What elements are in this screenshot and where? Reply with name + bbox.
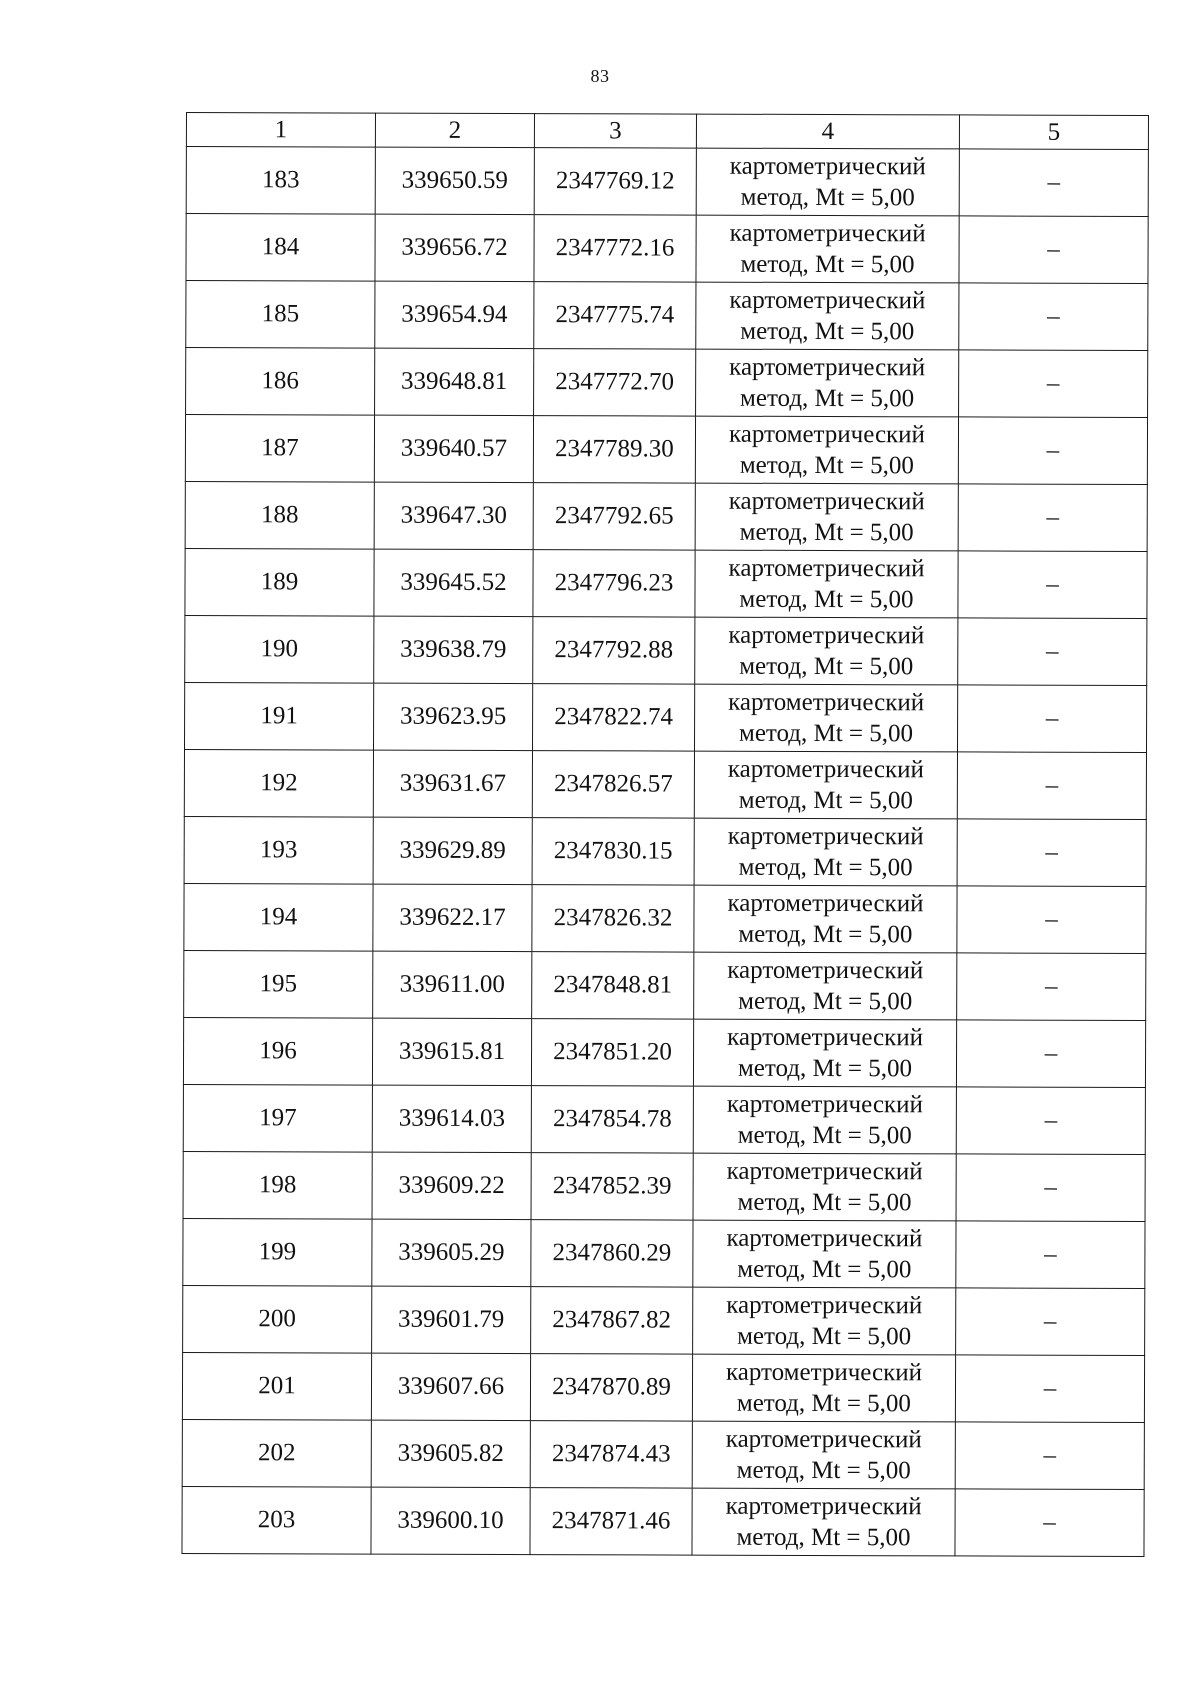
method-cell: [695, 483, 958, 551]
method-name-line: картометрический: [728, 688, 925, 717]
y-coordinate-cell: 2347775.74: [534, 282, 696, 350]
x-coordinate-cell: 339605.82: [371, 1420, 530, 1487]
note-dash: –: [1043, 1374, 1057, 1402]
method-accuracy-line: метод, Mt = 5,00: [739, 451, 914, 480]
method-accuracy-line: метод, Mt = 5,00: [736, 1456, 911, 1485]
method-name-line: картометрический: [726, 1291, 923, 1320]
table-row: [185, 415, 1147, 485]
point-number-cell: 203: [182, 1486, 371, 1554]
method-accuracy-line: метод, Mt = 5,00: [736, 1389, 912, 1418]
table-row: [186, 348, 1148, 418]
x-coordinate-cell: 339609.22: [372, 1152, 531, 1219]
table-row: [183, 1151, 1145, 1221]
method-name-line: картометрический: [725, 1425, 922, 1454]
note-cell: [957, 819, 1146, 887]
x-coordinate-cell: 339650.59: [375, 147, 534, 214]
point-number-cell: 194: [184, 883, 373, 951]
table-row: [184, 816, 1146, 886]
x-coordinate-cell: 339607.66: [371, 1353, 530, 1420]
method-name-line: картометрический: [727, 956, 924, 985]
note-dash: –: [1044, 1173, 1057, 1201]
note-dash: –: [1043, 1441, 1057, 1469]
note-dash: –: [1047, 168, 1061, 196]
note-dash: –: [1045, 905, 1058, 933]
method-accuracy-line: метод, Mt = 5,00: [737, 1255, 912, 1284]
table-row: [186, 281, 1148, 351]
method-accuracy-line: метод, Mt = 5,00: [738, 719, 914, 748]
note-dash: –: [1046, 369, 1060, 397]
point-number-cell: 202: [182, 1419, 371, 1487]
method-accuracy-line: метод, Mt = 5,00: [737, 1188, 912, 1217]
point-number-cell: 199: [183, 1218, 372, 1286]
method-accuracy-line: метод, Mt = 5,00: [740, 183, 915, 212]
method-cell: [694, 885, 957, 953]
point-number-cell: 193: [184, 816, 373, 884]
x-coordinate-cell: 339614.03: [372, 1085, 531, 1152]
note-dash: –: [1045, 704, 1059, 732]
column-header-1: 1: [186, 113, 375, 148]
method-accuracy-line: метод, Mt = 5,00: [736, 1523, 911, 1552]
y-coordinate-cell: 2347826.57: [532, 751, 694, 819]
y-coordinate-cell: 2347860.29: [531, 1220, 693, 1288]
table-header-row: [186, 113, 1148, 150]
note-cell: [958, 417, 1147, 485]
method-cell: [694, 952, 957, 1020]
point-number-cell: 201: [182, 1352, 371, 1420]
method-name-line: картометрический: [728, 487, 925, 516]
column-header-5: 5: [959, 115, 1148, 150]
x-coordinate-cell: 339656.72: [375, 214, 534, 281]
x-coordinate-cell: 339601.79: [372, 1286, 531, 1353]
note-cell: [956, 1221, 1145, 1289]
y-coordinate-cell: 2347826.32: [532, 885, 694, 953]
x-coordinate-cell: 339629.89: [373, 817, 532, 884]
method-name-line: картометрический: [728, 420, 926, 449]
method-accuracy-line: метод, Mt = 5,00: [737, 1322, 912, 1351]
method-cell: [693, 1220, 956, 1288]
method-cell: [692, 1354, 955, 1422]
note-dash: –: [1047, 302, 1060, 330]
point-number-cell: 186: [186, 348, 375, 416]
note-cell: [959, 283, 1148, 351]
x-coordinate-cell: 339622.17: [373, 884, 532, 951]
point-number-cell: 187: [185, 415, 374, 483]
coordinates-table: [181, 112, 1149, 1557]
point-number-cell: 184: [186, 214, 375, 282]
method-name-line: картометрический: [729, 219, 926, 248]
x-coordinate-cell: 339638.79: [374, 616, 533, 683]
note-cell: [959, 216, 1148, 284]
table-row: [186, 147, 1148, 217]
method-cell: [692, 1488, 955, 1556]
method-name-line: картометрический: [726, 1090, 923, 1119]
table-row: [183, 1285, 1145, 1355]
method-accuracy-line: метод, Mt = 5,00: [739, 518, 914, 547]
method-name-line: картометрический: [729, 353, 926, 382]
table-row: [182, 1486, 1144, 1556]
note-dash: –: [1044, 1240, 1057, 1268]
method-cell: [693, 1086, 956, 1154]
y-coordinate-cell: 2347867.82: [531, 1287, 693, 1355]
method-name-line: картометрический: [726, 1157, 923, 1186]
note-dash: –: [1046, 637, 1059, 665]
point-number-cell: 185: [186, 281, 375, 349]
note-cell: [956, 1087, 1145, 1155]
y-coordinate-cell: 2347852.39: [531, 1153, 693, 1221]
table-row: [183, 1218, 1145, 1288]
y-coordinate-cell: 2347796.23: [533, 550, 695, 618]
method-name-line: картометрический: [727, 889, 924, 918]
x-coordinate-cell: 339648.81: [375, 348, 534, 415]
note-dash: –: [1044, 1106, 1058, 1134]
note-dash: –: [1045, 838, 1058, 866]
y-coordinate-cell: 2347854.78: [531, 1086, 693, 1154]
method-cell: [693, 1153, 956, 1221]
table-row: [186, 214, 1148, 284]
y-coordinate-cell: 2347789.30: [533, 416, 695, 484]
note-dash: –: [1046, 436, 1060, 464]
x-coordinate-cell: 339654.94: [375, 281, 534, 348]
note-dash: –: [1043, 1508, 1056, 1536]
method-accuracy-line: метод, Mt = 5,00: [738, 920, 913, 949]
note-dash: –: [1044, 972, 1058, 1000]
table-row: [185, 615, 1147, 685]
y-coordinate-cell: 2347772.16: [534, 215, 696, 283]
table-row: [183, 1084, 1145, 1154]
point-number-cell: 195: [184, 950, 373, 1018]
method-cell: [694, 751, 957, 819]
method-accuracy-line: метод, Mt = 5,00: [739, 652, 914, 681]
method-accuracy-line: метод, Mt = 5,00: [737, 1054, 913, 1083]
note-cell: [958, 551, 1147, 619]
table-row: [182, 1419, 1144, 1489]
table-row: [184, 749, 1146, 819]
x-coordinate-cell: 339645.52: [374, 549, 533, 616]
method-cell: [695, 617, 958, 685]
x-coordinate-cell: 339611.00: [373, 951, 532, 1018]
table-row: [184, 883, 1146, 953]
table-body: [182, 147, 1148, 1557]
x-coordinate-cell: 339647.30: [374, 482, 533, 549]
note-cell: [958, 618, 1147, 686]
note-cell: [955, 1422, 1144, 1490]
x-coordinate-cell: 339605.29: [372, 1219, 531, 1286]
note-cell: [955, 1489, 1144, 1557]
method-accuracy-line: метод, Mt = 5,00: [740, 317, 915, 346]
method-cell: [696, 215, 959, 283]
note-cell: [957, 752, 1146, 820]
note-cell: [957, 953, 1146, 1021]
method-name-line: картометрический: [729, 152, 926, 181]
method-accuracy-line: метод, Mt = 5,00: [739, 585, 914, 614]
method-cell: [694, 818, 957, 886]
method-name-line: картометрический: [727, 822, 924, 851]
y-coordinate-cell: 2347874.43: [530, 1421, 692, 1489]
method-name-line: картометрический: [727, 755, 924, 784]
point-number-cell: 192: [184, 749, 373, 817]
page-number: 83: [590, 66, 610, 86]
column-header-2: 2: [375, 113, 534, 147]
note-dash: –: [1047, 235, 1060, 263]
note-cell: [955, 1355, 1144, 1423]
method-accuracy-line: метод, Mt = 5,00: [738, 786, 913, 815]
table-row: [183, 1017, 1145, 1087]
note-cell: [957, 685, 1146, 753]
note-cell: [959, 350, 1148, 418]
method-name-line: картометрический: [728, 621, 925, 650]
x-coordinate-cell: 339615.81: [372, 1018, 531, 1085]
table-row: [185, 548, 1147, 618]
table-row: [182, 1352, 1144, 1422]
point-number-cell: 191: [184, 682, 373, 750]
y-coordinate-cell: 2347822.74: [532, 684, 694, 752]
note-cell: [958, 484, 1147, 552]
method-cell: [693, 1287, 956, 1355]
method-name-line: картометрический: [729, 286, 926, 315]
x-coordinate-cell: 339640.57: [374, 415, 533, 482]
method-name-line: картометрический: [726, 1358, 923, 1387]
point-number-cell: 197: [183, 1084, 372, 1152]
method-accuracy-line: метод, Mt = 5,00: [740, 384, 915, 413]
method-cell: [696, 349, 959, 417]
note-cell: [959, 149, 1148, 217]
y-coordinate-cell: 2347772.70: [534, 349, 696, 417]
table-row: [184, 682, 1146, 752]
y-coordinate-cell: 2347851.20: [531, 1019, 693, 1087]
note-cell: [956, 1020, 1145, 1088]
method-accuracy-line: метод, Mt = 5,00: [740, 250, 915, 279]
method-cell: [693, 1019, 956, 1087]
table-row: [184, 950, 1146, 1020]
method-name-line: картометрический: [728, 554, 925, 583]
y-coordinate-cell: 2347848.81: [532, 952, 694, 1020]
method-cell: [696, 148, 959, 216]
y-coordinate-cell: 2347792.88: [533, 617, 695, 685]
point-number-cell: 188: [185, 481, 374, 549]
note-dash: –: [1045, 771, 1059, 799]
point-number-cell: 196: [183, 1017, 372, 1085]
table-row: [185, 481, 1147, 551]
x-coordinate-cell: 339631.67: [373, 750, 532, 817]
note-dash: –: [1046, 570, 1059, 598]
y-coordinate-cell: 2347792.65: [533, 483, 695, 551]
column-header-4: 4: [696, 114, 959, 149]
point-number-cell: 200: [183, 1285, 372, 1353]
method-cell: [694, 684, 957, 752]
method-cell: [696, 282, 959, 350]
point-number-cell: 198: [183, 1151, 372, 1219]
method-accuracy-line: метод, Mt = 5,00: [738, 987, 913, 1016]
x-coordinate-cell: 339623.95: [373, 683, 532, 750]
note-dash: –: [1044, 1039, 1058, 1067]
note-dash: –: [1046, 503, 1060, 531]
method-cell: [695, 416, 958, 484]
method-name-line: картометрический: [725, 1492, 922, 1521]
note-cell: [957, 886, 1146, 954]
point-number-cell: 190: [185, 615, 374, 683]
method-accuracy-line: метод, Mt = 5,00: [738, 853, 913, 882]
point-number-cell: 189: [185, 548, 374, 616]
y-coordinate-cell: 2347871.46: [530, 1488, 692, 1556]
y-coordinate-cell: 2347769.12: [534, 148, 696, 216]
method-name-line: картометрический: [726, 1224, 923, 1253]
note-cell: [956, 1154, 1145, 1222]
method-name-line: картометрический: [727, 1023, 924, 1052]
note-dash: –: [1043, 1307, 1057, 1335]
note-cell: [956, 1288, 1145, 1356]
column-header-3: 3: [534, 114, 696, 149]
point-number-cell: 183: [186, 147, 375, 215]
method-cell: [692, 1421, 955, 1489]
x-coordinate-cell: 339600.10: [371, 1487, 530, 1554]
method-cell: [695, 550, 958, 618]
y-coordinate-cell: 2347830.15: [532, 818, 694, 886]
method-accuracy-line: метод, Mt = 5,00: [737, 1121, 912, 1150]
y-coordinate-cell: 2347870.89: [530, 1354, 692, 1422]
